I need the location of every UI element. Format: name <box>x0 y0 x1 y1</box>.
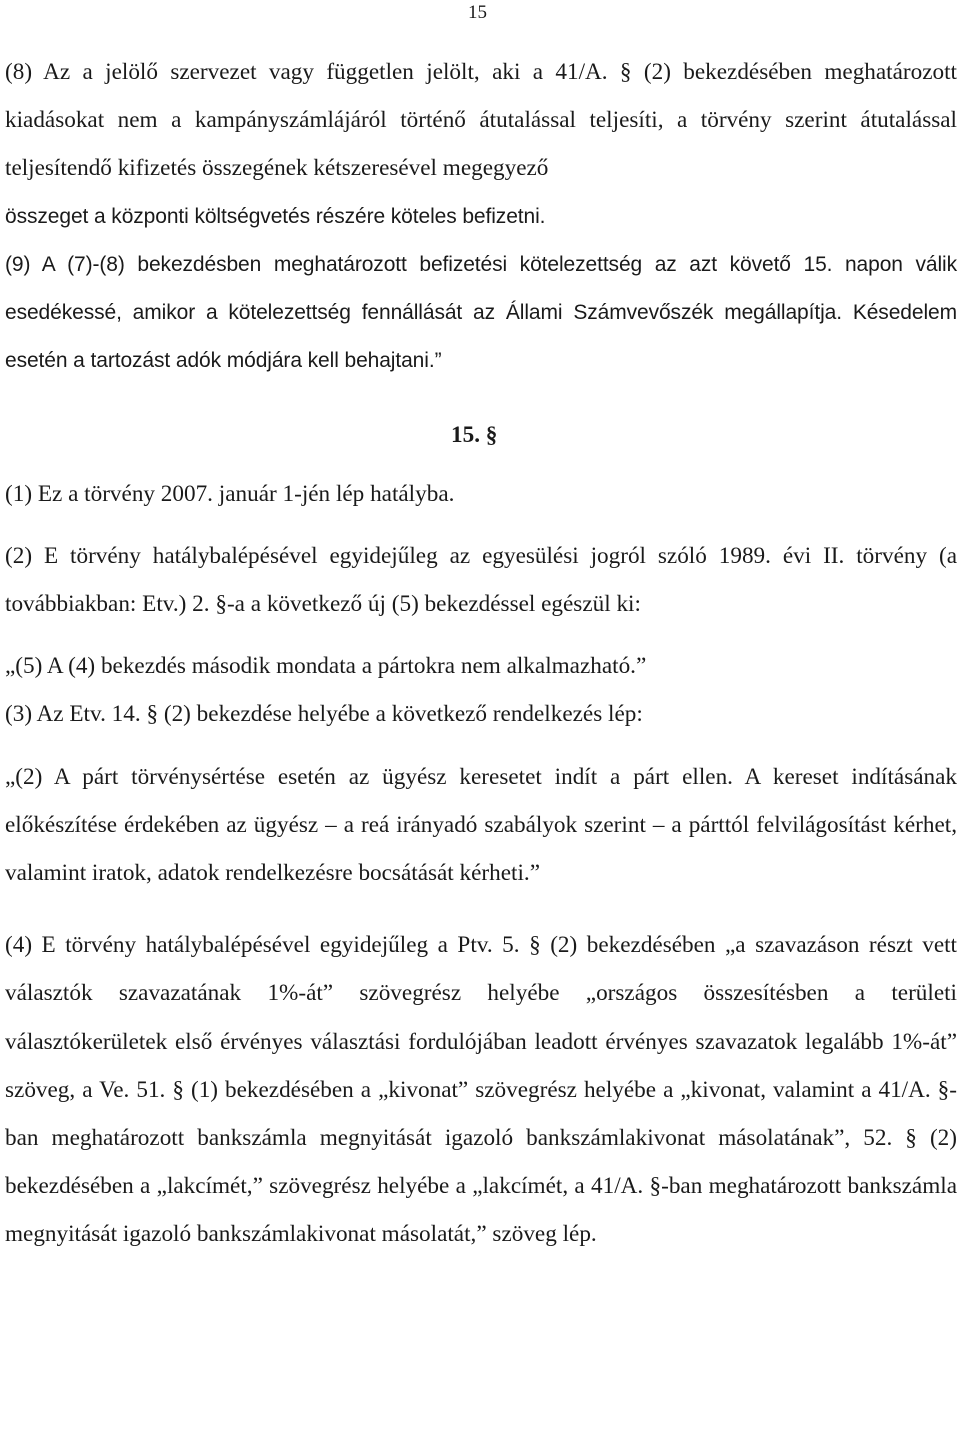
section-15-paragraph-2: (2) E törvény hatálybalépésével egyidejűleg az egyesülési jogról szóló 1989. évi II. törvény (a továbbiakban: Etv.) 2. §-a a következő új (5) bekezdéssel egészül ki: <box>5 542 957 618</box>
document-body <box>5 48 957 1259</box>
section-15-paragraph-3-quote: „(2) A párt törvénysértése esetén az ügyész keresetet indít a párt ellen. A kereset indításának előkészítése érdekében az ügyész – a reá irányadó szabályok szerint – a párttól felvilágosítást kérhet, valamint iratok, adatok rendelkezésre bocsátását kérheti.” <box>5 763 957 887</box>
section-heading: 15. § <box>451 422 498 449</box>
paragraph-8-continuation: összeget a központi költségvetés részére köteles befizetni. <box>5 204 546 228</box>
paragraph-9: (9) A (7)-(8) bekezdésben meghatározott befizetési kötelezettség az azt követő 15. napon válik esedékessé, amikor a kötelezettség fennállását az Állami Számvevőszék megállapítja. Késedelem esetén a tartozást adók módjára kell behajtani.” <box>5 252 957 373</box>
paragraph-8: (8) Az a jelölő szervezet vagy független jelölt, aki a 41/A. § (2) bekezdésében meghatározott kiadásokat nem a kampányszámlájáról történő átutalással teljesíti, a törvény szerint átutalással teljesítendő kifizetés összegének kétszeresével megegyező <box>5 59 957 182</box>
section-15-paragraph-1: (1) Ez a törvény 2007. január 1-jén lép hatályba. <box>5 480 455 507</box>
section-15-paragraph-2-quote: „(5) A (4) bekezdés második mondata a pártokra nem alkalmazható.” <box>5 653 647 680</box>
section-15-paragraph-3: (3) Az Etv. 14. § (2) bekezdése helyébe a következő rendelkezés lép: <box>5 701 643 728</box>
section-15-paragraph-4: (4) E törvény hatálybalépésével egyidejűleg a Ptv. 5. § (2) bekezdésében „a szavazáson részt vett választók szavazatának 1%-át” szövegrész helyébe „országos összesítésben a területi választókerületek első érvényes választási fordulójában leadott érvényes szavazatok legalább 1%-át” szöveg, a Ve. 51. § (1) bekezdésében a „kivonat” szövegrész helyébe a „kivonat, valamint a 41/A. §-ban meghatározott bankszámla megnyitását igazoló bankszámlakivonat másolatának”, 52. § (2) bekezdésében a „lakcímét,” szövegrész helyébe a „lakcímét, a 41/A. §-ban meghatározott bankszámla megnyitását igazoló bankszámlakivonat másolatát,” szöveg lép. <box>5 932 957 1248</box>
page-number: 15 <box>468 2 487 23</box>
